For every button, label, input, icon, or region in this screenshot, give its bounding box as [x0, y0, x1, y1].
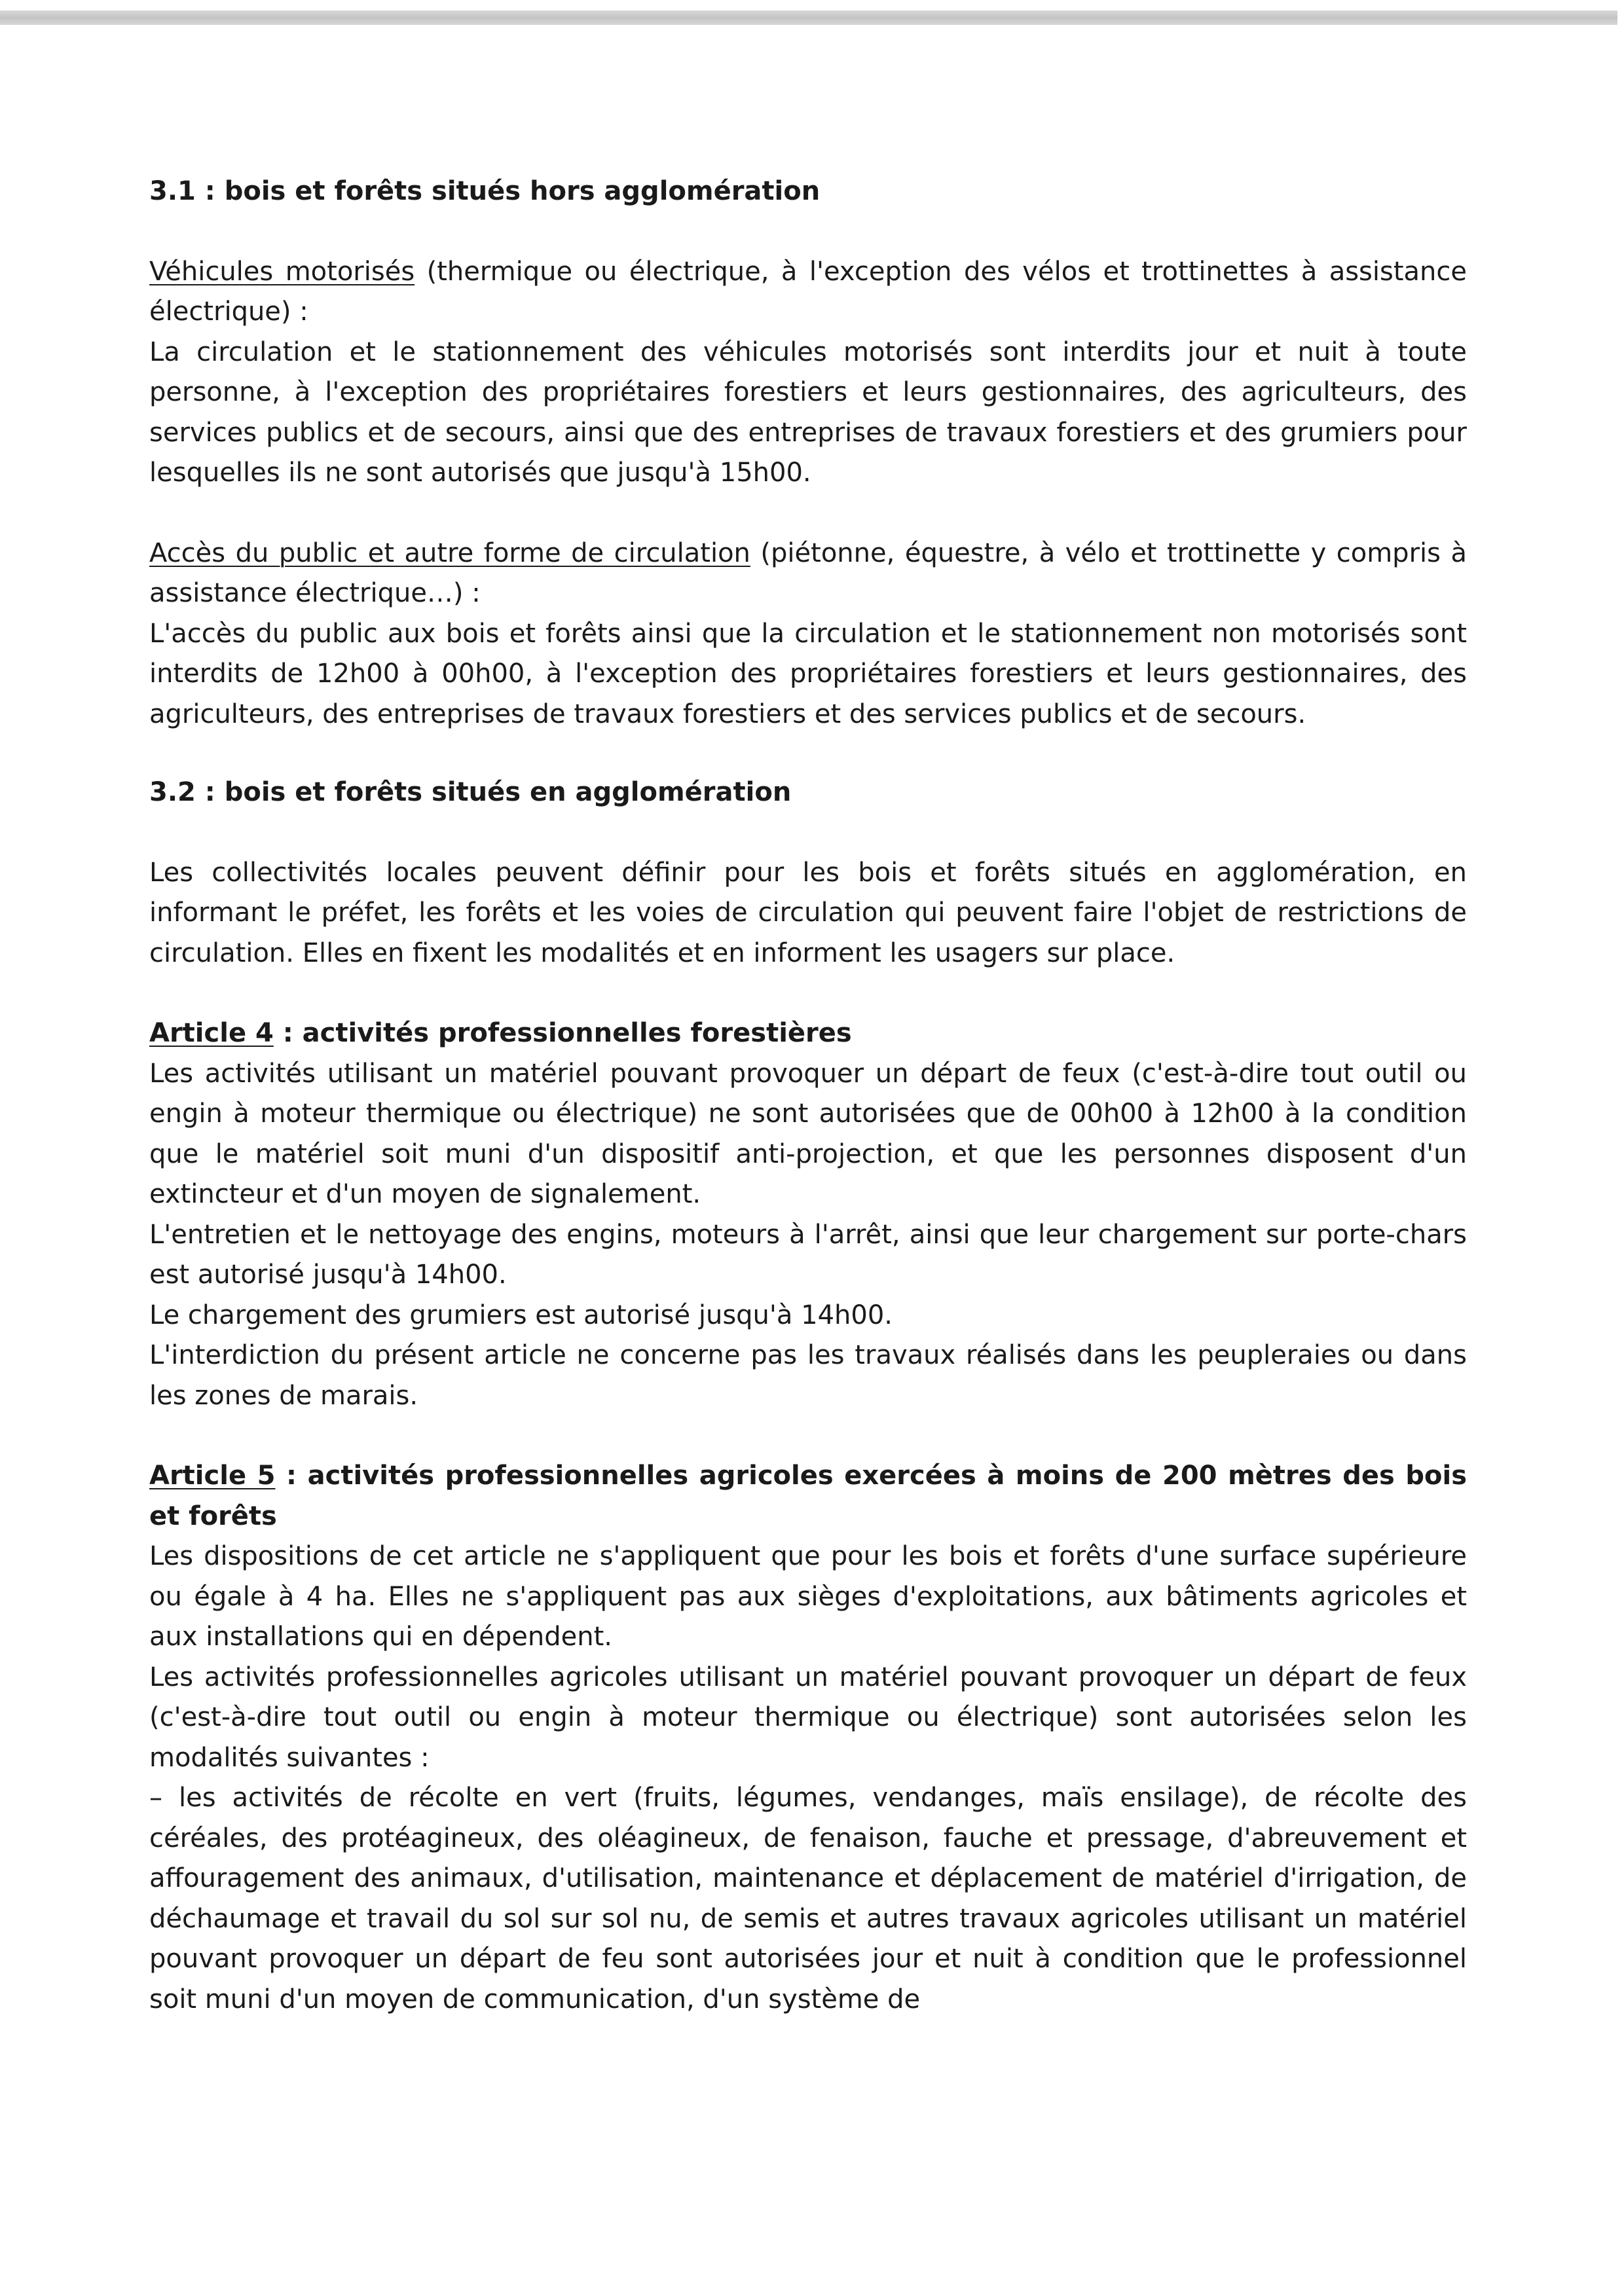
article-4-p1: Les activités utilisant un matériel pouvant provoquer un départ de feux (c'est-à-dire tout outil ou engin à moteur thermique ou électrique) ne sont autorisées que de 00h00 à 12h00 à la condition que le matériel soit muni d'un dispositif anti-projection, et que les personnes disposent d'un extincteur et d'un moyen de signalement. — [149, 1058, 1467, 1209]
vehicules-label: Véhicules motorisés — [149, 256, 415, 287]
article-4-p3: Le chargement des grumiers est autorisé jusqu'à 14h00. — [149, 1300, 893, 1330]
acces-text: L'accès du public aux bois et forêts ainsi que la circulation et le stationnement non motorisés sont interdits de 12h00 à 00h00, à l'exception des propriétaires forestiers et leurs gestionnaires, des agriculteurs, des entreprises de travaux forestiers et des services publics et de secours. — [149, 618, 1467, 729]
article-4-heading — [149, 1013, 1467, 1054]
vehicules-text: La circulation et le stationnement des véhicules motorisés sont interdits jour et nuit à toute personne, à l'exception des propriétaires forestiers et leurs gestionnaires, des agriculteurs, des services publics et de secours, ainsi que des entreprises de travaux forestiers et des grumiers pour lesquelles ils ne sont autorisés que jusqu'à 15h00. — [149, 337, 1467, 488]
scan-edge-shadow — [0, 10, 1617, 25]
article-4-label: Article 4 — [149, 1018, 274, 1048]
article-5-label: Article 5 — [149, 1461, 276, 1491]
article-4-p4: L'interdiction du présent article ne concerne pas les travaux réalisés dans les peupleraies ou dans les zones de marais. — [149, 1340, 1467, 1411]
section-3-2-text: Les collectivités locales peuvent définir pour les bois et forêts situés en agglomération, en informant le préfet, les forêts et les voies de circulation qui peuvent faire l'objet de restrictions de circulation. Elles en fixent les modalités et en informent les usagers sur place. — [149, 857, 1467, 968]
article-4-p2: L'entretien et le nettoyage des engins, moteurs à l'arrêt, ainsi que leur chargement sur porte-chars est autorisé jusqu'à 14h00. — [149, 1219, 1467, 1290]
vehicules-intro — [149, 252, 1467, 333]
acces-note: (piétonne, équestre, à vélo et trottinette y compris à assistance électrique…) : — [149, 538, 1467, 608]
vehicules-note: (thermique ou électrique, à l'exception des vélos et trottinettes à assistance électrique) : — [149, 256, 1467, 327]
acces-intro — [149, 534, 1467, 614]
section-3-2-heading: 3.2 : bois et forêts situés en agglomération — [149, 777, 792, 807]
article-5-p3: – les activités de récolte en vert (fruits, légumes, vendanges, maïs ensilage), de récolte des céréales, des protéagineux, des oléagineux, de fenaison, fauche et pressage, d'abreuvement et affouragement des animaux, d'utilisation, maintenance et déplacement de matériel d'irrigation, de déchaumage et travail du sol sur sol nu, de semis et autres travaux agricoles utilisant un matériel pouvant provoquer un départ de feu sont autorisées jour et nuit à condition que le professionnel soit muni d'un moyen de communication, d'un système de — [149, 1783, 1467, 2014]
article-5-p2: Les activités professionnelles agricoles utilisant un matériel pouvant provoquer un départ de feux (c'est-à-dire tout outil ou engin à moteur thermique ou électrique) sont autorisées selon les modalités suivantes : — [149, 1662, 1467, 1773]
article-4-title: : activités professionnelles forestières — [273, 1018, 852, 1048]
article-5-heading — [149, 1456, 1467, 1537]
article-5-title: : activités professionnelles agricoles exercées à moins de 200 mètres des bois et forêts — [149, 1461, 1467, 1531]
section-3-1-heading: 3.1 : bois et forêts situés hors agglomération — [149, 176, 821, 206]
acces-label: Accès du public et autre forme de circulation — [149, 538, 750, 568]
document-page — [149, 172, 1467, 2020]
article-5-p1: Les dispositions de cet article ne s'appliquent que pour les bois et forêts d'une surface supérieure ou égale à 4 ha. Elles ne s'appliquent pas aux sièges d'exploitations, aux bâtiments agricoles et aux installations qui en dépendent. — [149, 1541, 1467, 1652]
